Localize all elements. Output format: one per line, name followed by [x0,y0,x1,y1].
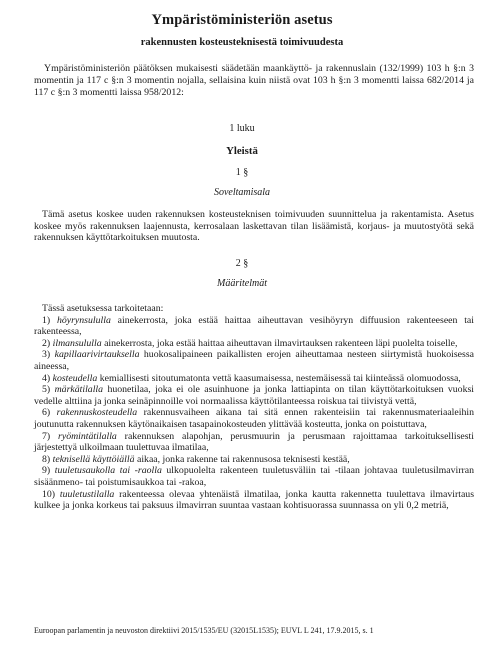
chapter-name: Yleistä [226,145,258,157]
definition-item: 4) kosteudella kemiallisesti sitoutumatonta vettä kaasumaisessa, nestemäisessä tai kiinteässä olomuodossa, [42,372,461,384]
definition-term: tuuletusaukolla tai -raolla [54,465,162,477]
definition-item: 8) teknisellä käyttöiällä aikaa, jonka rakenne tai rakennusosa teknisesti kestää, [42,453,350,465]
definition-item: 10) tuuletustilalla rakenteessa olevaa yhtenäistä ilmatilaa, jonka kautta rakennetta tuulettava ilmavirtaus kulkee ja jonka korkeus tai paksuus ilmavirran suuntaa vastaan kohtisuorassa suunnassa on yli 0,2 metriä, [34,488,475,512]
definition-term: kosteudella [52,372,98,384]
definition-item: 7) ryömintätilalla rakennuksen alapohjan, perusmuurin ja perusmaan rajoittamaa tarkoituksellisesti järjestettyä ulkoilmaan tuulettuvaa ilmatilaa, [34,430,475,454]
definition-item: 5) märkätilalla huonetilaa, joka ei ole asuinhuone ja jonka lattiapinta on tilan käyttötarkoituksen vuoksi vedelle alttiina ja jonka seinäpinnoille voi normaalissa käyttötilanteessa roiskua tai tiivistyä vettä, [34,384,475,407]
definition-item: 3) kapillaarivirtauksella huokosalipaineen paikallisten erojen aiheuttamaa nesteen siirtymistä huokoisessa aineessa, [34,349,474,372]
section-2-title: Määritelmät [217,278,267,289]
definition-term: ryömintätilalla [58,430,117,442]
section-2-number: 2 § [235,258,249,269]
document-title: Ympäristöministeriön asetus [151,12,333,28]
intro-paragraph: Ympäristöministeriön päätöksen mukaisesti säädetään maankäyttö- ja rakennuslain (132/1999) 103 h §:n 3 momentin ja 117 c §:n 3 momentin nojalla, sellaisina kuin niistä ovat 103 h §:n 3 momentti laissa 682/2014 ja 117 c §:n 3 momentti laissa 958/2012: [34,63,474,98]
definition-item: 2) ilmansululla ainekerrosta, joka estää haittaa aiheuttavan ilmavirtauksen rakenteen läpi puolelta toiselle, [42,337,458,349]
definition-term: höyrynsululla [56,314,111,326]
definition-term: märkätilalla [54,384,104,396]
definitions-lead: Tässä asetuksessa tarkoitetaan: [42,303,164,314]
section-1-text: Tämä asetus koskee uuden rakennuksen kosteusteknisen toimivuuden suunnittelua ja rakentamista. Asetus koskee myös rakennuksen laajennusta, kerrosalaan laskettavan tilan lisäämistä, korjaus- ja muutostyötä sekä rakennuksen käyttötarkoituksen muutosta. [34,209,474,244]
definition-term: teknisellä käyttöiällä [52,453,135,465]
section-1-number: 1 § [235,167,249,178]
definition-item: 9) tuuletusaukolla tai -raolla ulkopuolelta rakenteen tuuletusväliin tai -tilaan johtavaa tuuletusilmavirran sisäänmeno- tai poistumisaukkoa tai -rakoa, [34,465,474,488]
definition-term: ilmansululla [52,337,102,349]
definition-term: rakennuskosteudella [56,407,138,419]
footnote: Euroopan parlamentin ja neuvoston direktiivi 2015/1535/EU (32015L1535); EUVL L 241, 17.9.2015, s. 1 [34,626,374,635]
definitions-list [34,303,474,512]
section-1-title: Soveltamisala [213,187,271,198]
definition-term: kapillaarivirtauksella [54,349,140,361]
document-subtitle: rakennusten kosteusteknisestä toimivuudesta [140,37,344,48]
definition-item: 6) rakennuskosteudella rakennusvaiheen aikana tai sitä ennen rakenteisiin tai rakennusmateriaaleihin joutunutta rakennuksen käytönaikaisen tasapainokosteuden ylittävää kosteutta, jonka on poistuttava, [34,407,474,430]
chapter-number: 1 luku [229,123,255,134]
definition-item: 1) höyrynsululla ainekerrosta, joka estää haittaa aiheuttavan vesihöyryn diffuusion rakenteeseen tai rakenteessa, [34,314,475,338]
definition-term: tuuletustilalla [59,488,115,500]
